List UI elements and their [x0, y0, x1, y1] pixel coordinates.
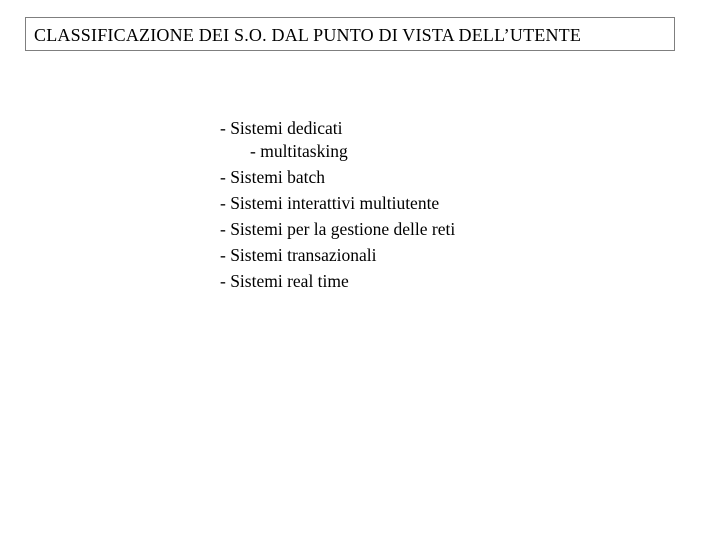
slide-title: CLASSIFICAZIONE DEI S.O. DAL PUNTO DI VISTA DELL’UTENTE — [34, 25, 582, 45]
list-item-sistemi-transazionali: - Sistemi transazionali — [220, 245, 377, 265]
list-item-sistemi-dedicati: - Sistemi dedicati — [220, 118, 343, 138]
classification-list — [220, 116, 455, 294]
list-item-sistemi-real-time: - Sistemi real time — [220, 271, 349, 291]
list-item-sistemi-reti: - Sistemi per la gestione delle reti — [220, 219, 456, 239]
list-item-sistemi-batch: - Sistemi batch — [220, 167, 325, 187]
slide-title-box — [25, 17, 675, 51]
list-item-sistemi-interattivi: - Sistemi interattivi multiutente — [220, 193, 440, 213]
list-item-multitasking: - multitasking — [250, 141, 348, 161]
